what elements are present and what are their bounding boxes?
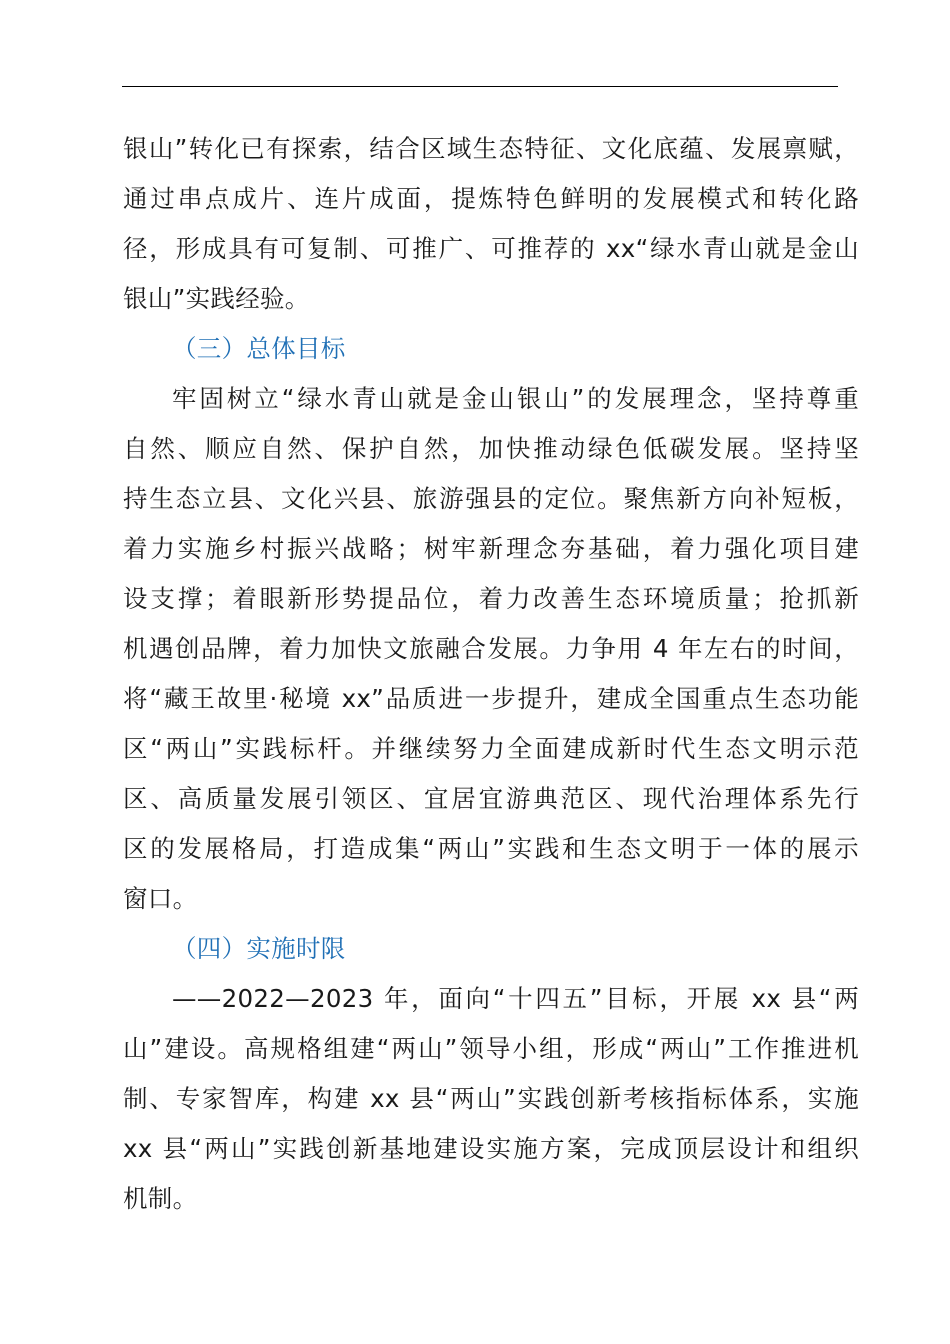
text-line: 区、高质量发展引领区、宜居宜游典范区、现代治理体系先行 [123, 784, 859, 813]
text-line: 着力实施乡村振兴战略；树牢新理念夯基础，着力强化项目建 [123, 534, 859, 563]
text-line: 区的发展格局，打造成集“两山”实践和生态文明于一体的展示 [123, 834, 859, 863]
text-line: 区“两山”实践标杆。并继续努力全面建成新时代生态文明示范 [123, 734, 859, 763]
text-line: 机制。 [123, 1184, 198, 1213]
text-line: ——2022—2023 年，面向“十四五”目标，开展 xx 县“两 [172, 984, 859, 1013]
text-line: 山”建设。高规格组建“两山”领导小组，形成“两山”工作推进机 [123, 1034, 859, 1063]
text-line: 径，形成具有可复制、可推广、可推荐的 xx“绿水青山就是金山 [123, 234, 859, 263]
text-line: 自然、顺应自然、保护自然，加快推动绿色低碳发展。坚持坚 [123, 434, 859, 463]
text-line: 将“藏王故里·秘境 xx”品质进一步提升，建成全国重点生态功能 [123, 684, 859, 713]
text-line: 窗口。 [123, 884, 198, 913]
text-line: 制、专家智库，构建 xx 县“两山”实践创新考核指标体系，实施 [123, 1084, 859, 1113]
text-line: xx 县“两山”实践创新基地建设实施方案，完成顶层设计和组织 [123, 1134, 859, 1163]
text-line: 设支撑；着眼新形势提品位，着力改善生态环境质量；抢抓新 [123, 584, 859, 613]
text-line: 机遇创品牌，着力加快文旅融合发展。力争用 4 年左右的时间， [123, 634, 859, 663]
section-heading-overall-goals: （三）总体目标 [172, 334, 346, 363]
text-line: 通过串点成片、连片成面，提炼特色鲜明的发展模式和转化路 [123, 184, 859, 213]
text-line: 持生态立县、文化兴县、旅游强县的定位。聚焦新方向补短板， [123, 484, 859, 513]
paragraph-implementation-period [123, 974, 859, 1224]
document-body [123, 124, 859, 1224]
text-line: 银山”实践经验。 [123, 284, 310, 313]
section-heading-implementation-period: （四）实施时限 [172, 934, 346, 963]
text-line: 银山”转化已有探索，结合区域生态特征、文化底蕴、发展禀赋， [123, 134, 859, 163]
text-line: 牢固树立“绿水青山就是金山银山”的发展理念，坚持尊重 [172, 384, 859, 413]
header-rule [122, 86, 838, 87]
paragraph-overall-goals [123, 374, 859, 924]
paragraph-continuation [123, 124, 859, 324]
